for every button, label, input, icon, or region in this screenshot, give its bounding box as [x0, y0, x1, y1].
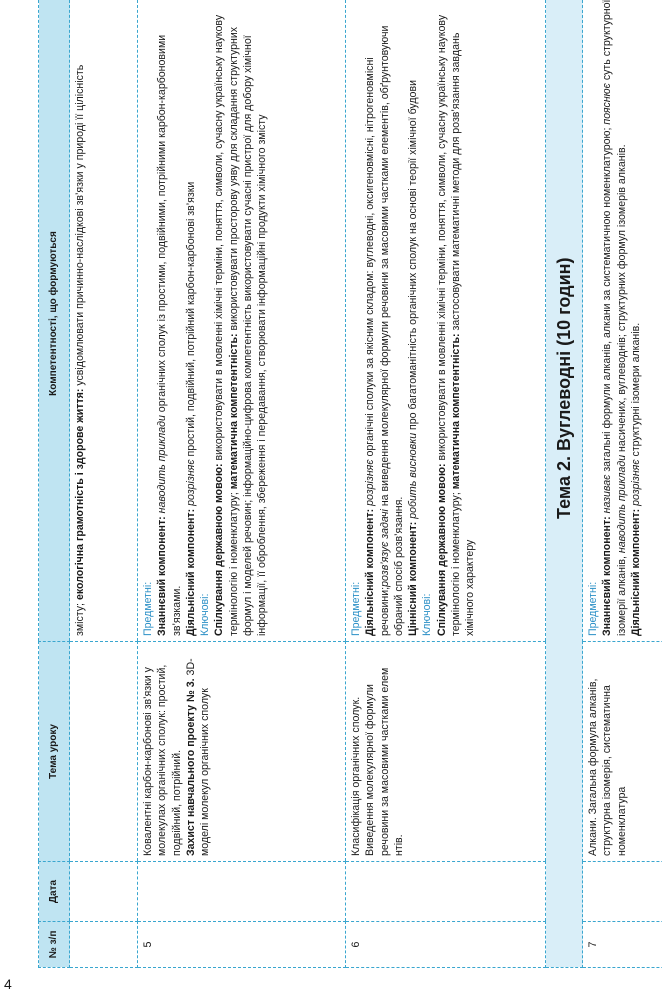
- activity-verb: розрізняє: [629, 459, 642, 506]
- activity-label: Діяльнісний компонент:: [364, 508, 377, 636]
- table-row: [583, 0, 662, 968]
- knowledge-text: загальні формули алканів, алкани за систематичною номенклатурою;: [601, 127, 614, 475]
- continued-text: змісту;: [74, 600, 86, 636]
- activity-verb: розрізняє: [364, 459, 377, 506]
- cell-num: [70, 922, 138, 968]
- key-label: Ключові:: [199, 593, 212, 636]
- eco-label: екологічна грамотність і здорове життя:: [74, 388, 86, 601]
- page-number: 4: [4, 976, 12, 992]
- activity-label: Діяльнісний компонент:: [184, 508, 197, 636]
- knowledge-verb-2: пояснює: [601, 83, 614, 125]
- cell-topic: [346, 642, 546, 862]
- table-header-row: [39, 0, 70, 968]
- activity-text-2: на виведення молекулярної формули речовини за масовими частками елементів, обґрунтовуючи обраний спосіб розв’язання.: [378, 25, 405, 636]
- table-row: [138, 0, 346, 968]
- cell-num: 7: [583, 922, 662, 968]
- lesson-plan-table: [38, 0, 662, 968]
- cell-competencies: [346, 0, 546, 642]
- knowledge-label: Знаннєвий компонент:: [601, 516, 614, 636]
- lesson-topic-2: Виведення молекулярної формули речовини за масовими частками елем нтів.: [364, 667, 405, 856]
- topic-heading: [546, 0, 583, 968]
- value-verb: робить висновки: [407, 432, 420, 519]
- language-label: Спілкування державною мовою:: [213, 463, 226, 636]
- math-label: математична компетентність:: [450, 333, 463, 490]
- cell-num: 6: [346, 922, 546, 968]
- project-label: Захист навчального проекту № 3.: [184, 678, 197, 856]
- cell-topic: [70, 642, 138, 862]
- math-label: математична компетентність:: [227, 333, 240, 490]
- knowledge-text-2: суть структурної ізомерії алканів,: [601, 0, 628, 636]
- cell-topic: Алкани. Загальна формула алканів, структурна ізомерія, систематична номенклатура: [583, 642, 662, 862]
- table-row: [346, 0, 546, 968]
- language-text: використовувати в мовленні хімічні терміни, поняття, символи, сучасну українську наукову термінологію і номенклатуру;: [213, 14, 240, 636]
- key-label: Ключові:: [421, 593, 434, 636]
- topic-heading-row: [546, 0, 583, 968]
- cell-num: 5: [138, 922, 346, 968]
- header-num: № з/п: [39, 922, 70, 968]
- knowledge-verb-3: наводить приклади: [615, 454, 628, 554]
- cell-competencies: [70, 0, 138, 642]
- activity-text: органічні сполуки за якісним складом: вуглеводні, оксигеновмісні, нітрогеновмісні речовини;: [364, 57, 391, 636]
- knowledge-text-3: насичених, вуглеводнів; структурних формул ізомерів алканів.: [615, 144, 628, 455]
- table-row: [70, 0, 138, 968]
- header-date: Дата: [39, 862, 70, 922]
- language-text: використовувати в мовленні хімічні терміни, поняття, символи, сучасну українську наукову термінологію і номенклатуру;: [435, 14, 463, 636]
- cell-date: [583, 862, 662, 922]
- header-topic: Тема уроку: [39, 642, 70, 862]
- activity-verb-2: розв’язує задачі: [378, 509, 391, 587]
- activity-text: структурні ізомери алканів.: [629, 322, 642, 460]
- lesson-topic: Класифікація органічних сполук.: [350, 696, 362, 856]
- cell-competencies: [583, 0, 662, 642]
- project-text: 3D-моделі молекул органічних сполук: [184, 658, 212, 856]
- activity-verb: розрізняє: [184, 459, 197, 506]
- value-text: про багатоманітність органічних сполук на основі теорії хімічної будови: [407, 80, 420, 433]
- lesson-topic: Ковалентні карбон-карбонові зв’язки у молекулах органічних сполук: простий, подвійний, потрійний.: [142, 664, 183, 856]
- cell-date: [346, 862, 546, 922]
- knowledge-text: органічних сполук із простими, подвійними, потрійними карбон-карбоновими зв’язками.: [156, 34, 183, 636]
- subject-label: Предметні:: [350, 581, 362, 636]
- activity-label: Діяльнісний компонент:: [629, 508, 642, 636]
- cell-date: [70, 862, 138, 922]
- value-label: Ціннісний компонент:: [407, 521, 420, 636]
- cell-topic: [138, 642, 346, 862]
- subject-label: Предметні:: [587, 581, 599, 636]
- digital-text: інформаційно-цифрова компетентність використовувати сучасні пристрої для добору хімічної інформації, її оброблення, збереження і передавання, створювати інформаційні продукти хімічного змісту: [242, 35, 269, 636]
- math-text: застосовувати математичні методи для розв’язання завдань хімічного характеру: [450, 32, 477, 636]
- knowledge-label: Знаннєвий компонент:: [156, 516, 169, 636]
- language-label: Спілкування державною мовою:: [435, 463, 448, 636]
- activity-text: простий, подвійний, потрійний карбон-карбонові зв’язки: [184, 181, 197, 460]
- math-text: використовувати просторову уяву для складання структурних формул і моделей речовин;: [227, 26, 255, 636]
- eco-text: усвідомлювати причинно-наслідкові зв’язки у природі її цілісність: [74, 64, 86, 389]
- knowledge-verb: називає: [601, 474, 614, 514]
- topic-title: Тема 2. Вуглеводні (10 годин): [554, 257, 574, 519]
- subject-label: Предметні:: [142, 581, 154, 636]
- cell-date: [138, 862, 346, 922]
- knowledge-verb: наводить приклади: [156, 415, 169, 514]
- header-competencies: Компетентності, що формуються: [39, 0, 70, 642]
- cell-competencies: [138, 0, 346, 642]
